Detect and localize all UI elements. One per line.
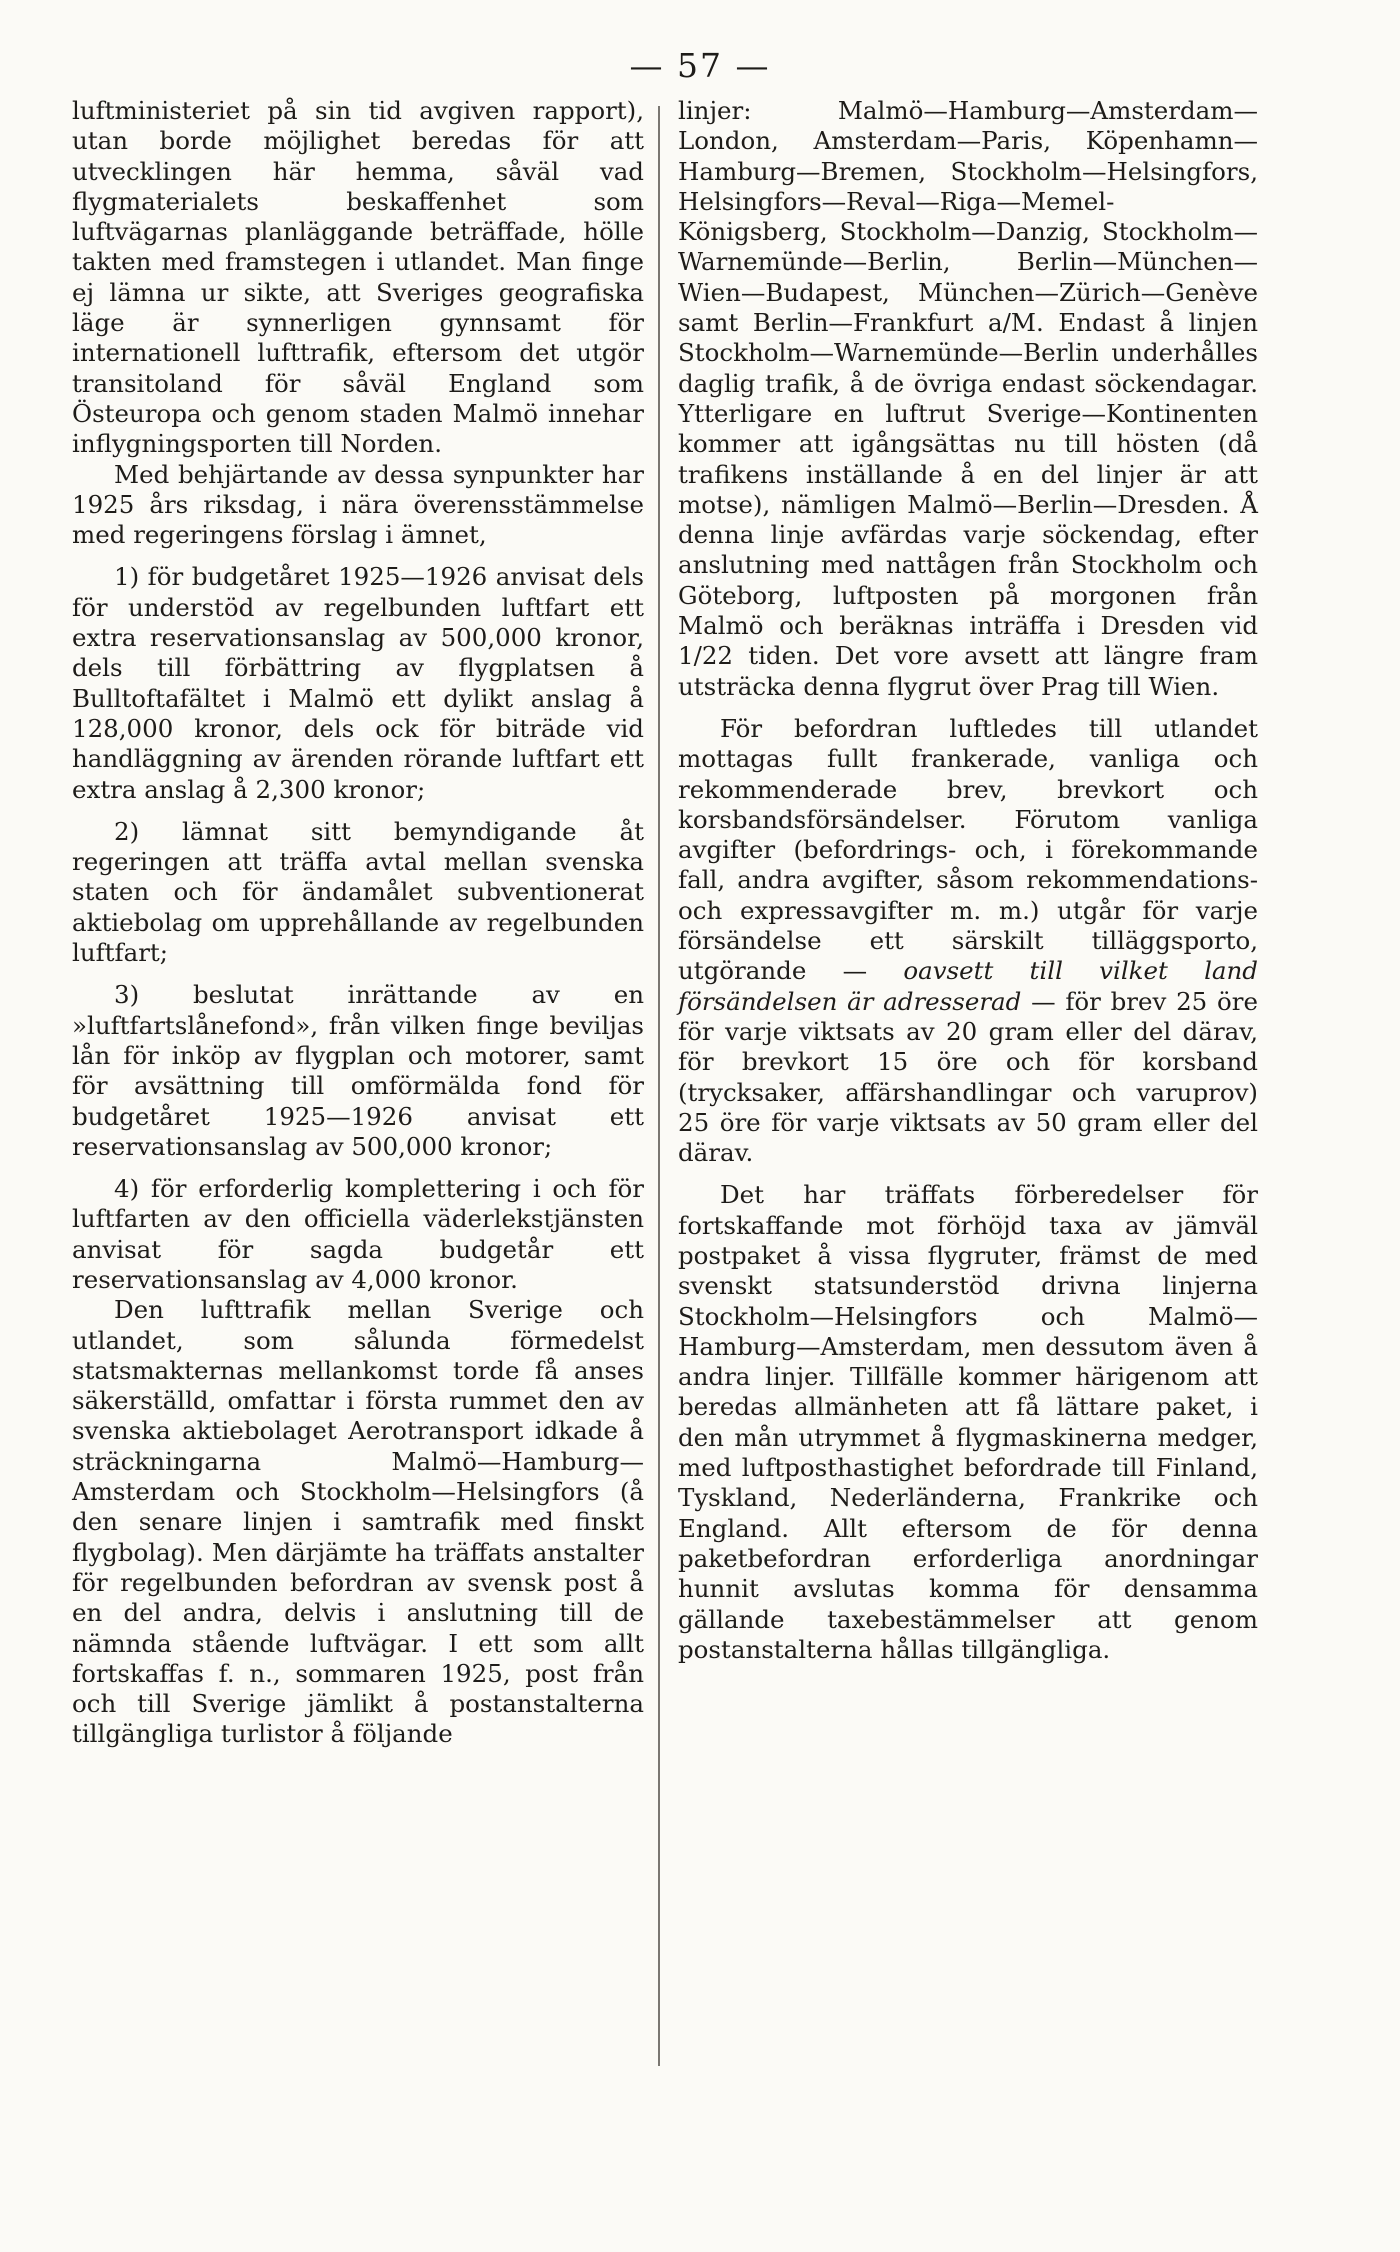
right-column: [678, 96, 1258, 1665]
list-item: 1) för budgetåret 1925—1926 anvisat dels för understöd av regelbunden luftfart ett extra reservationsanslag av 500,000 kronor, dels till förbättring av flygplatsen å Bulltoftafältet i Malmö ett dylikt anslag å 128,000 kronor, dels ock för biträde vid handläggning av ärenden rörande luftfart ett extra anslag å 2,300 kronor;: [72, 562, 644, 804]
left-column: [72, 96, 644, 1750]
paragraph: luftministeriet på sin tid avgiven rapport), utan borde möjlighet beredas för att utvecklingen här hemma, såväl vad flygmaterialets beskaffenhet som luftvägarnas planläggande beträffade, hölle takten med framstegen i utlandet. Man finge ej lämna ur sikte, att Sveriges geografiska läge är synnerligen gynnsamt för internationell lufttrafik, eftersom det utgör transitoland för såväl England som Östeuropa och genom staden Malmö innehar inflygningsporten till Norden.: [72, 96, 644, 459]
paragraph: [678, 714, 1258, 1168]
paragraph: Med behjärtande av dessa synpunkter har 1925 års riksdag, i nära överensstämmelse med regeringens förslag i ämnet,: [72, 459, 644, 550]
emphasized-text: oavsett till vilket land försändelsen är adresserad: [678, 956, 1258, 1016]
paragraph-text: För befordran luftledes till utlandet mottagas fullt frankerade, vanliga och rekommenderade brev, brevkort och korsbandsförsändelser. Förutom vanliga avgifter (befordrings- och, i förekommande fall, andra avgifter, såsom rekommendations- och expressavgifter m. m.) utgår för varje försändelse ett särskilt tilläggsporto, utgörande —: [678, 713, 1258, 986]
paragraph-text: — för brev 25 öre för varje viktsats av 20 gram eller del därav, för brevkort 15 öre och för korsband (trycksaker, affärshandlingar och varuprov) 25 öre för varje viktsats av 50 gram eller del därav.: [678, 986, 1258, 1168]
list-item: 3) beslutat inrättande av en »luftfartslånefond», från vilken finge beviljas lån för inköp av flygplan och motorer, samt för avsättning till omförmälda fond för budgetåret 1925—1926 anvisat ett reservationsanslag av 500,000 kronor;: [72, 980, 644, 1161]
column-divider: [658, 106, 660, 2066]
paragraph: linjer: Malmö—Hamburg—Amsterdam—London, Amsterdam—Paris, Köpenhamn—Hamburg—Bremen, Stockholm—Helsingfors, Helsingfors—Reval—Riga—Memel-Königsberg, Stockholm—Danzig, Stockholm—Warnemünde—Berlin, Berlin—München—Wien—Budapest, München—Zürich—Genève samt Berlin—Frankfurt a/M. Endast å linjen Stockholm—Warnemünde—Berlin underhålles daglig trafik, å de övriga endast söckendagar. Ytterligare en luftrut Sverige—Kontinenten kommer att igångsättas nu till hösten (då trafikens inställande å en del linjer är att motse), nämligen Malmö—Berlin—Dresden. Å denna linje avfärdas varje söckendag, efter anslutning med nattågen från Stockholm och Göteborg, luftposten på morgonen från Malmö och beräknas inträffa i Dresden vid 1/22 tiden. Det vore avsett att längre fram utsträcka denna flygrut över Prag till Wien.: [678, 96, 1258, 701]
page-number: — 57 —: [629, 46, 771, 85]
list-item: 4) för erforderlig komplettering i och för luftfarten av den officiella väderlekstjänsten anvisat för sagda budgetår ett reservationsanslag av 4,000 kronor.: [72, 1174, 644, 1294]
list-item: 2) lämnat sitt bemyndigande åt regeringen att träffa avtal mellan svenska staten och för ändamålet subventionerat aktiebolag om upprehållande av regelbunden luftfart;: [72, 816, 644, 968]
paragraph: Den lufttrafik mellan Sverige och utlandet, som sålunda förmedelst statsmakternas mellankomst torde få anses säkerställd, omfattar i första rummet den av svenska aktiebolaget Aerotransport idkade å sträckningarna Malmö—Hamburg—Amsterdam och Stockholm—Helsingfors (å den senare linjen i samtrafik med finskt flygbolag). Men därjämte ha träffats anstalter för regelbunden befordran av svensk post å en del andra, delvis i anslutning till de nämnda stående luftvägar. I ett som allt fortskaffas f. n., sommaren 1925, post från och till Sverige jämlikt å postanstalterna tillgängliga turlistor å följande: [72, 1295, 644, 1749]
paragraph: Det har träffats förberedelser för fortskaffande mot förhöjd taxa av jämväl postpaket å vissa flygruter, främst de med svenskt statsunderstöd drivna linjerna Stockholm—Helsingfors och Malmö—Hamburg—Amsterdam, men dessutom även å andra linjer. Tillfälle kommer härigenom att beredas allmänheten att få lättare paket, i den mån utrymmet å flygmaskinerna medger, med luftposthastighet befordrade till Finland, Tyskland, Nederländerna, Frankrike och England. Allt eftersom de för denna paketbefordran erforderliga anordningar hunnit avslutas komma för densamma gällande taxebestämmelser att genom postanstalterna hållas tillgängliga.: [678, 1180, 1258, 1664]
